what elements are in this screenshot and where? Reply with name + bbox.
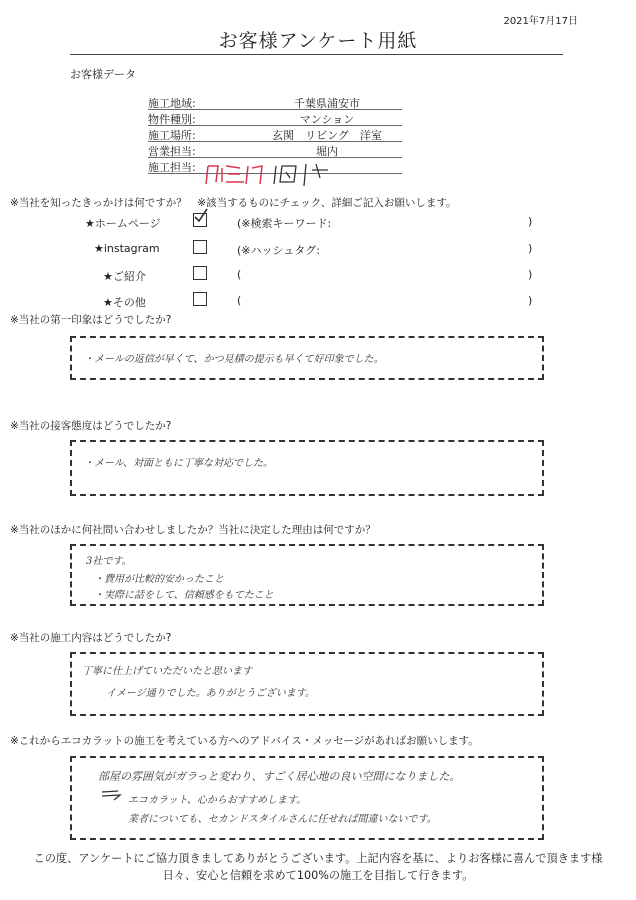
- checkbox-instagram[interactable]: [193, 240, 207, 254]
- paren-close: ): [528, 215, 533, 228]
- answer-line: 部屋の雰囲気がガラっと変わり、すごく居心地の良い空間になりました。: [98, 770, 461, 783]
- checkbox-other[interactable]: [193, 292, 207, 306]
- answer-line: ・実際に話をして、信頼感をもてたこと: [94, 590, 274, 601]
- answer-box-other-companies: [70, 544, 544, 606]
- question-first-impression: ※当社の第一印象はどうでしたか?: [10, 314, 172, 326]
- paren-close: ): [528, 294, 533, 307]
- info-row-area: [148, 94, 402, 110]
- answer-line: 3社です。: [86, 556, 132, 567]
- source-label-instagram: ★instagram: [94, 242, 160, 255]
- info-value: 千葉県浦安市: [294, 97, 360, 110]
- answer-line: エコカラット、心からおすすめします。: [128, 795, 307, 806]
- answer-box-advice: [70, 756, 544, 840]
- info-label: 物件種別:: [148, 113, 196, 126]
- info-value: 玄関 リビング 洋室: [272, 129, 382, 142]
- answer-box-installation: [70, 652, 544, 716]
- checkbox-homepage[interactable]: [193, 213, 207, 227]
- question-other-companies: ※当社のほかに何社問い合わせしましたか？当社に決定した理由は何ですか？: [10, 524, 376, 536]
- footer-line: 日々、安心と信頼を求めて100%の施工を目指して行きます。: [162, 869, 474, 882]
- source-label-other: ★その他: [103, 296, 146, 309]
- installer-handwriting: [200, 160, 340, 194]
- paren-close: ): [528, 242, 533, 255]
- source-detail-instagram: (※ハッシュタグ:: [237, 244, 320, 257]
- answer-line: ・メール、対面ともに丁寧な対応でした。: [84, 458, 273, 469]
- info-row-sales: [148, 142, 402, 158]
- ink-signature: [274, 164, 328, 186]
- footer-line: この度、アンケートにご協力頂きましてありがとうございます。上記内容を基に、よりお客様に喜んで頂きます様: [33, 852, 603, 865]
- answer-line: 業者についても、セカンドスタイルさんに任せれば間違いないです。: [128, 814, 437, 825]
- info-label: 営業担当:: [148, 145, 196, 158]
- source-label-referral: ★ご紹介: [103, 270, 146, 283]
- paren-close: ): [528, 268, 533, 281]
- answer-box-first-impression: [70, 336, 544, 380]
- source-detail-homepage: (※検索キーワード:: [237, 217, 332, 230]
- info-row-property-type: [148, 110, 402, 126]
- source-detail-referral: (: [237, 268, 242, 281]
- title-underline: [70, 54, 563, 55]
- info-value: マンション: [299, 113, 355, 126]
- question-advice: ※これからエコカラットの施工を考えている方へのアドバイス・メッセージがあればお願いします。: [10, 735, 479, 747]
- answer-line: 丁寧に仕上げていただいたと思います: [82, 666, 252, 677]
- checkbox-referral[interactable]: [193, 266, 207, 280]
- info-label: 施工地域:: [148, 97, 196, 110]
- scribble-icon: [100, 788, 124, 802]
- source-label-homepage: ★ホームページ: [85, 217, 161, 230]
- info-label: 施工担当:: [148, 161, 196, 174]
- stamp-signature: [206, 166, 262, 184]
- footer-message: [0, 850, 636, 884]
- info-row-location: [148, 126, 402, 142]
- answer-line: イメージ通りでした。ありがとうございます。: [106, 688, 315, 699]
- question-service-attitude: ※当社の接客態度はどうでしたか?: [10, 420, 172, 432]
- check-icon: [193, 208, 209, 224]
- question-installation: ※当社の施工内容はどうでしたか?: [10, 632, 172, 644]
- survey-date: 2021年7月17日: [503, 16, 578, 27]
- question-source: ※当社を知ったきっかけは何ですか？ ※該当するものにチェック、詳細ご記入お願いします。: [10, 197, 457, 209]
- answer-box-service-attitude: [70, 440, 544, 496]
- answer-line: ・費用が比較的安かったこと: [94, 574, 224, 585]
- answer-line: ・メールの返信が早くて、かつ見積の提示も早くて好印象でした。: [84, 354, 384, 365]
- info-label: 施工場所:: [148, 129, 196, 142]
- source-detail-other: (: [237, 294, 242, 307]
- customer-data-heading: お客様データ: [70, 68, 136, 81]
- info-value: 堀内: [316, 145, 338, 158]
- page-title: お客様アンケート用紙: [218, 30, 418, 52]
